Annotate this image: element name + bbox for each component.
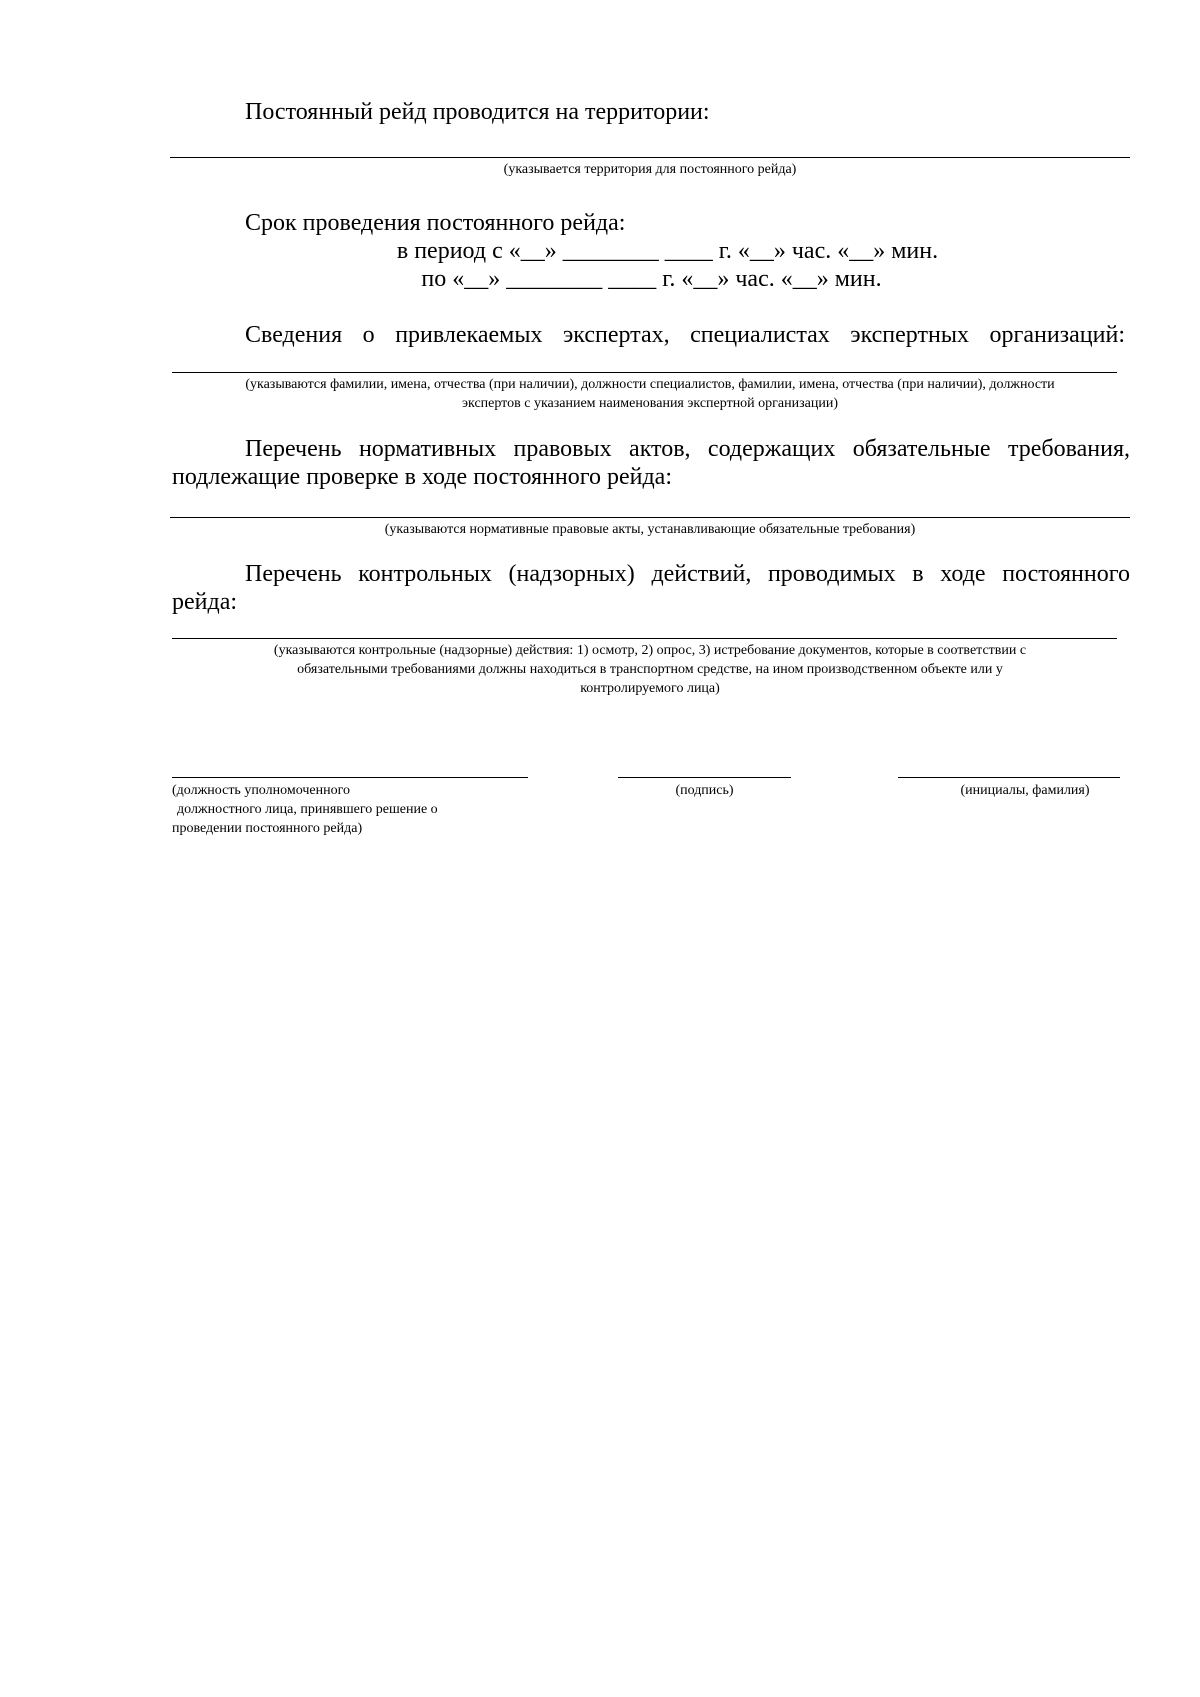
territory-heading: Постоянный рейд проводится на территории: (245, 99, 710, 125)
position-caption-line3: проведении постоянного рейда) (172, 821, 363, 836)
signature-fill-line (618, 777, 791, 778)
experts-fill-line (172, 372, 1117, 373)
territory-fill-line (170, 157, 1130, 158)
actions-caption-line2: обязательными требованиями должны находиться в транспортном средстве, на ином производственном объекте или у (297, 662, 1003, 677)
period-from-line: в период с «__» ________ ____ г. «__» час. «__» мин. (396, 238, 939, 264)
name-fill-line (898, 777, 1120, 778)
actions-caption-line1: (указываются контрольные (надзорные) действия: 1) осмотр, 2) опрос, 3) истребование документов, которые в соответствии с (273, 643, 1027, 658)
actions-caption-line3: контролируемого лица) (580, 681, 720, 696)
acts-fill-line (170, 517, 1130, 518)
experts-caption-line2: экспертов с указанием наименования экспертной организации) (461, 396, 838, 411)
territory-caption: (указывается территория для постоянного рейда) (503, 162, 797, 177)
acts-heading-line2: подлежащие проверке в ходе постоянного рейда: (172, 464, 673, 490)
experts-heading: Сведения о привлекаемых экспертах, специалистах экспертных организаций: (245, 322, 1125, 348)
period-heading: Срок проведения постоянного рейда: (245, 210, 626, 236)
position-caption-line2: должностного лица, принявшего решение о (177, 802, 438, 817)
acts-heading-line1: Перечень нормативных правовых актов, содержащих обязательные требования, (245, 436, 1130, 462)
period-to-line: по «__» ________ ____ г. «__» час. «__» мин. (421, 266, 882, 292)
name-caption: (инициалы, фамилия) (960, 783, 1090, 798)
actions-heading-line2: рейда: (172, 589, 238, 615)
actions-heading-line1: Перечень контрольных (надзорных) действий, проводимых в ходе постоянного (245, 561, 1130, 587)
actions-fill-line (172, 638, 1117, 639)
position-caption-line1: (должность уполномоченного (172, 783, 350, 798)
signature-caption: (подпись) (675, 783, 734, 798)
experts-caption-line1: (указываются фамилии, имена, отчества (при наличии), должности специалистов, фамилии, имена, отчества (при наличии), должности (245, 377, 1055, 392)
acts-caption: (указываются нормативные правовые акты, устанавливающие обязательные требования) (384, 522, 916, 537)
position-fill-line (172, 777, 528, 778)
